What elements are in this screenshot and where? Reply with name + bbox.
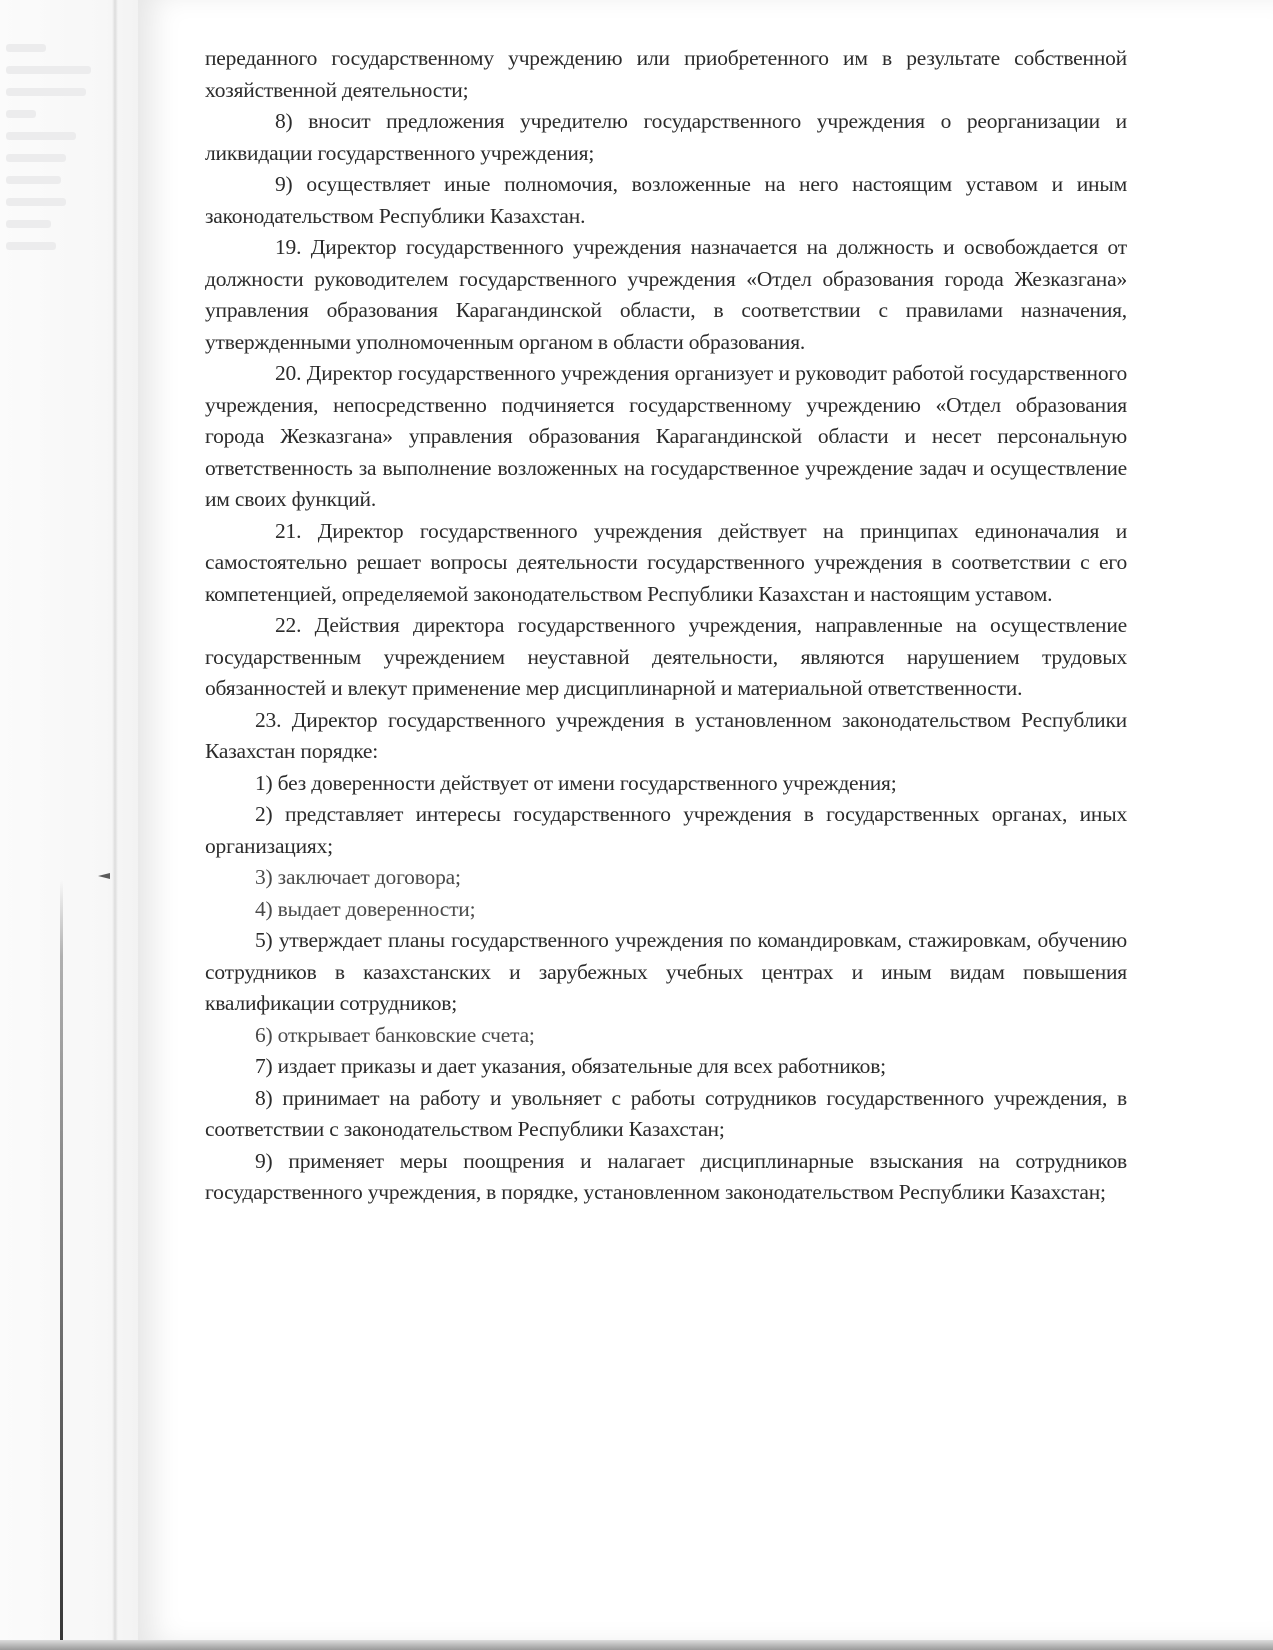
bleed-mark <box>6 154 66 162</box>
paragraph-clause-23: 23. Директор государственного учреждения в установленном законодательством Республики Казахстан порядке: <box>205 707 1127 763</box>
list-item-23-3: 3) заключает договора; <box>255 865 461 889</box>
paragraph-continuation: переданного государственному учреждению или приобретенного им в результате собственной хозяйственной деятельности; <box>205 46 1127 102</box>
bleed-mark <box>6 242 56 250</box>
list-item-23-9: 9) применяет меры поощрения и налагает дисциплинарные взыскания на сотрудников государственного учреждения, в порядке, установленном законодательством Республики Казахстан; <box>205 1148 1127 1204</box>
bleed-mark <box>6 220 51 228</box>
list-item-23-8: 8) принимает на работу и увольняет с работы сотрудников государственного учреждения, в соответствии с законодательством Республики Казахстан; <box>205 1085 1127 1141</box>
document-body <box>205 43 1127 1209</box>
page-edge-shadow <box>112 0 118 1650</box>
bleed-mark <box>6 110 36 118</box>
list-item-23-7: 7) издает приказы и дает указания, обязательные для всех работников; <box>255 1054 886 1078</box>
list-item-23-6: 6) открывает банковские счета; <box>255 1022 535 1047</box>
scanner-background <box>0 0 150 1650</box>
paragraph-clause-22: 22. Действия директора государственного учреждения, направленные на осуществление государственным учреждением неуставной деятельности, являются нарушением трудовых обязанностей и влекут применение мер дисциплинарной и материальной ответственности. <box>205 613 1127 700</box>
bleed-mark <box>6 66 91 74</box>
bleed-mark <box>6 44 46 52</box>
paragraph-clause-19: 19. Директор государственного учреждения назначается на должность и освобождается от должности руководителем государственного учреждения «Отдел образования города Жезказгана» управления образования Карагандинской области, в соответствии с правилами назначения, утвержденными уполномоченным органом в области образования. <box>205 235 1127 354</box>
list-item-23-4: 4) выдает доверенности; <box>255 896 476 921</box>
list-item-23-2: 2) представляет интересы государственного учреждения в государственных органах, иных организациях; <box>205 802 1127 858</box>
list-item-23-5: 5) утверждает планы государственного учреждения по командировкам, стажировкам, обучению сотрудников в казахстанских и зарубежных учебных центрах и иным видам повышения квалификации сотрудников; <box>205 928 1127 1015</box>
bleed-mark <box>6 176 61 184</box>
binding-line <box>60 880 63 1650</box>
bleed-mark <box>6 198 66 206</box>
bleed-mark <box>6 88 86 96</box>
paragraph-item-9: 9) осуществляет иные полномочия, возложенные на него настоящим уставом и иным законодательством Республики Казахстан. <box>205 172 1127 228</box>
bleed-mark <box>6 132 76 140</box>
scan-bottom-edge <box>0 1640 1273 1650</box>
paragraph-clause-21: 21. Директор государственного учреждения действует на принципах единоначалия и самостоятельно решает вопросы деятельности государственного учреждения в соответствии с его компетенцией, определяемой законодательством Республики Казахстан и настоящим уставом. <box>205 518 1127 606</box>
paragraph-item-8: 8) вносит предложения учредителю государственного учреждения о реорганизации и ликвидации государственного учреждения; <box>205 109 1127 165</box>
bleed-through-marks <box>0 30 110 390</box>
list-item-23-1: 1) без доверенности действует от имени государственного учреждения; <box>255 770 897 795</box>
paragraph-clause-20: 20. Директор государственного учреждения организует и руководит работой государственного учреждения, непосредственно подчиняется государственному учреждению «Отдел образования города Жезказгана» управления образования Карагандинской области и несет персональную ответственность за выполнение возложенных на государственное учреждение задач и осуществление им своих функций. <box>205 361 1127 511</box>
